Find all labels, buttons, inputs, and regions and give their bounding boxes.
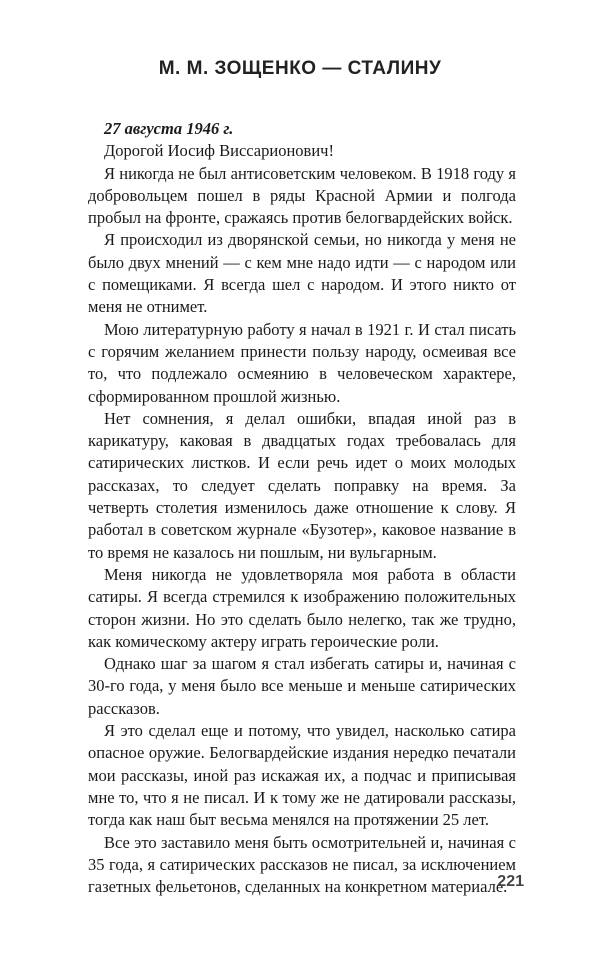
paragraph: Меня никогда не удовлетворяла моя работа в области сатиры. Я всегда стремился к изображению положительных сторон жизни. Но это сделать было нелегко, так же трудно, как комическому актеру играть героические роли. [88, 564, 516, 651]
paragraph: Однако шаг за шагом я стал избегать сатиры и, начиная с 30-го года, у меня было все меньше и меньше сатирических рассказов. [88, 654, 516, 718]
letter-body [88, 118, 516, 898]
letter-salutation: Дорогой Иосиф Виссарионович! [104, 141, 334, 161]
paragraph: Нет сомнения, я делал ошибки, впадая иной раз в карикатуру, каковая в двадцатых годах требовалась для сатирических листков. И если речь идет о моих молодых рассказах, то следует сделать поправку на время. За четверть столетия изменилось даже отношение к слову. Я работал в советском журнале «Бузотер», каковое название в то время не казалось ни пошлым, ни вульгарным. [88, 408, 516, 562]
paragraph: Я никогда не был антисоветским человеком. В 1918 году я добровольцем пошел в ряды Красной Армии и полгода пробыл на фронте, сражаясь против белогвардейских войск. [88, 163, 516, 228]
running-title: М. М. ЗОЩЕНКО — СТАЛИНУ [158, 58, 442, 79]
paragraph: Я это сделал еще и потому, что увидел, насколько сатира опасное оружие. Белогвардейские издания нередко печатали мои рассказы, иной раз искажая их, а подчас и приписывая мне то, что я не писал. И к тому же не датировали рассказы, тогда как наш быт весьма менялся на протяжении 25 лет. [88, 721, 516, 830]
paragraph: Все это заставило меня быть осмотрительней и, начиная с 35 года, я сатирических рассказов не писал, за исключением газетных фельетонов, сделанных на конкретном материале. [88, 832, 516, 897]
letter-date: 27 августа 1946 г. [104, 119, 234, 138]
page-number: 221 [497, 873, 524, 890]
paragraph: Мою литературную работу я начал в 1921 г. И стал писать с горячим желанием принести пользу народу, осмеивая все то, что подлежало осмеянию в человеческом характере, сформированном прошлой жизнью. [88, 319, 516, 406]
paragraph: Я происходил из дворянской семьи, но никогда у меня не было двух мнений — с кем мне надо идти — с народом или с помещиками. Я всегда шел с народом. И этого никто от меня не отнимет. [88, 230, 516, 317]
